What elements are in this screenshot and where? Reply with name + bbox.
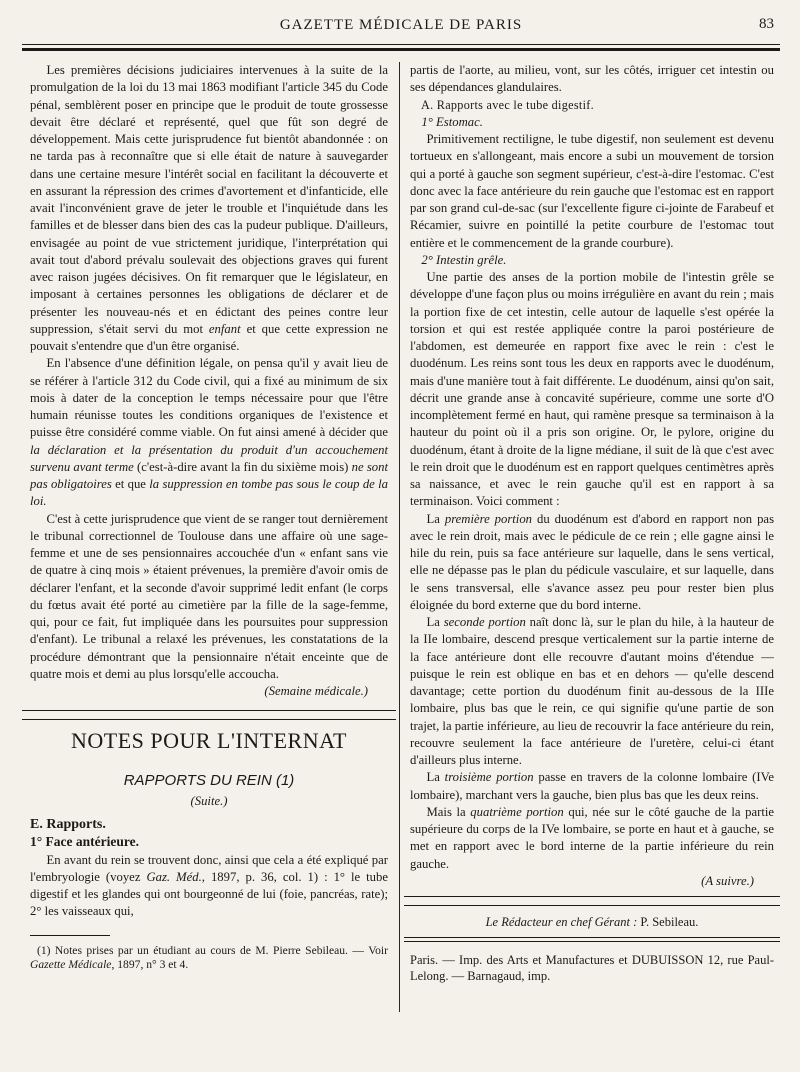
to-follow-note: (A suivre.): [701, 873, 754, 888]
paragraph: En avant du rein se trouvent donc, ainsi que cela a été expliqué par l'embryologie (voyez Gaz. Méd., 1897, p. 36, col. 1) : 1° le tube digestif et les glandes qui ont bourgeonné de lui (foie, pancréas, rate); 2° les vaisseaux qui,: [30, 852, 388, 919]
paragraph: Les premières décisions judiciaires intervenues à la suite de la promulgation de la loi du 13 mai 1863 modifiant l'article 345 du Code pénal, semblèrent poser en principe que le produit de toute grossesse devait être déclaré et représenté, quel que fût son degré de développement. Mais cette jurisprudence fut bientôt abandonnée : on ne tarda pas à reconnaître que si elle était de nature à sauvegarder dans une certaine mesure l'intérêt social en facilitant la découverte et en assurant la répression des crimes d'avortement et d'infanticide, elle avait l'inconvénient grave de jeter le trouble et l'inquiétude dans les familles et de blesser dans bien des cas la pudeur publique. D'ailleurs, envisagée au point de vue strictement juridique, l'interprétation qui avait tout d'abord prévalu soulevait des objections graves qui furent avec raison jugées décisives. On fit remarquer que le législateur, en imposant à certaines personnes les obligations de déclarer et de présenter les nouveau-nés et en édictant des peines contre leur suppression, s'était servi du mot enfant et que cette expression ne pouvait s'entendre que d'un être organisé.: [30, 63, 388, 353]
column-divider: [399, 62, 400, 1012]
page-header: [22, 14, 780, 36]
subsection-heading: 1° Estomac.: [421, 114, 483, 129]
header-rule-bottom: [22, 48, 780, 51]
paragraph: Une partie des anses de la portion mobile de l'intestin grêle se développe d'une façon plus ou moins irrégulière en avant du rein ; mais la portion fixe de cet intestin, celle autour de laquelle s'est opérée la torsion et qui est restée appliquée contre la paroi postérieure de l'abdomen, est demeurée en rapport fixe avec le rein : c'est le duodénum. Les reins sont tous les deux en rapports avec le duodénum, mais d'une manière tout à fait différente. Le duodénum, ainsi qu'on sait, décrit une grande anse à concavité supérieure, comme une sorte d'O incomplètement fermé en haut, qui ramène presque sa terminaison à la hauteur du point où il a pris son origine. Or, le pylore, origine du duodénum, étant à droite de la ligne médiane, il suit de là que c'est avec le rein droit que le duodénum est en rapport quelques centimètres après sa naissance, et avec le rein gauche qu'il est en rapport à sa terminaison. Voici comment :: [410, 270, 774, 509]
editor-line: Le Rédacteur en chef Gérant : P. Sebileau.: [485, 915, 699, 929]
section-heading: E. Rapports.: [30, 817, 106, 832]
paragraph: Primitivement rectiligne, le tube digestif, non seulement est devenu tortueux en s'allongeant, mais encore a subi un mouvement de torsion qui a porté à gauche son segment supérieur, c'est-à-dire l'estomac. C'est donc avec la face antérieure du rein gauche que l'estomac est en rapport par son grand cul-de-sac (sur l'excellente figure ci-jointe de Farabeuf et Récamier, suivre en pointillé la petite courbure de l'estomac tout entière et le commencement de la grande courbure).: [410, 132, 774, 250]
section-heading: A. Rapports avec le tube digestif.: [420, 97, 594, 112]
section-separator: [22, 710, 396, 720]
subsection-heading: 2° Intestin grêle.: [421, 252, 507, 267]
journal-title: GAZETTE MÉDICALE DE PARIS: [279, 17, 523, 33]
footnote: (1) Notes prises par un étudiant au cours de M. Pierre Sebileau. — Voir Gazette Médicale, 1897, n° 3 et 4.: [30, 943, 388, 971]
article-subtitle: (Suite.): [190, 793, 228, 808]
source-citation: (Semaine médicale.): [264, 684, 368, 698]
paragraph: Mais la quatrième portion qui, née sur le côté gauche de la partie supérieure du corps de la IVe lombaire, se porte en haut et à gauche, se met en rapport avec le bord interne de la partie inférieure du rein gauche.: [410, 804, 775, 871]
section-separator: [404, 896, 780, 906]
paragraph: La troisième portion passe en travers de la colonne lombaire (IVe lombaire), marchant vers la gauche, bien plus bas que les deux reins.: [410, 770, 774, 802]
subsection-heading: 1° Face antérieure.: [30, 834, 139, 850]
header-rule-top: [22, 44, 780, 45]
paragraph: partis de l'aorte, au milieu, vont, sur les côtés, irriguer cet intestin ou ses dépendances glandulaires.: [410, 63, 774, 95]
page-number: 83: [759, 16, 774, 32]
section-separator: [404, 937, 780, 942]
paragraph: La seconde portion naît donc là, sur le plan du hile, à la hauteur de la IIe lombaire, descend presque verticalement sur la partie interne de la face antérieure dont elle recouvre d'autant moins d'étendue — puisque le rein est oblique en bas et en dehors — qu'elle descend davantage; cette portion du duodénum finit au-dessous de la IIIe lombaire, plus bas que le rein, ce qui signifie qu'une partie de son trajet, la partie inférieure, au lieu de recouvrir la face antérieure du rein, recouvre seulement la face antérieure de l'uretère, celui-ci étant d'ailleurs plus interne.: [410, 615, 775, 767]
footnote-rule: [30, 935, 110, 936]
right-column: [410, 62, 774, 984]
left-column: [30, 62, 388, 973]
paragraph: En l'absence d'une définition légale, on pensa qu'il y avait lieu de se référer à l'article 312 du Code civil, qui a fixé au minimum de six mois à dater de la conception le temps nécessaire pour que l'être humain réunisse toutes les conditions organiques de l'existence et puisse être considéré comme viable. On fut ainsi amené à décider que la déclaration et la présentation du produit d'un accouchement survenu avant terme (c'est-à-dire avant la fin du sixième mois) ne sont pas obligatoires et que la suppression en tombe pas sous le coup de la loi.: [30, 356, 389, 509]
imprint: Paris. — Imp. des Arts et Manufactures et DUBUISSON 12, rue Paul-Lelong. — Barnagaud, imp.: [410, 953, 774, 984]
article-title: RAPPORTS DU REIN (1): [123, 771, 295, 789]
notes-heading: NOTES POUR L'INTERNAT: [70, 728, 347, 754]
paragraph: C'est à cette jurisprudence que vient de se ranger tout dernièrement le tribunal correctionnel de Toulouse dans une affaire où une sage-femme et une de ses pensionnaires accouchée d'un « enfant sans vie de quatre à cinq mois » étaient prévenues, la première d'avoir omis de déclarer l'enfant, et la seconde d'avoir supprimé ledit enfant (le corps du fœtus avait été porté au cimetière par la fille de la sage-femme, qui, pour ce fait, fut impliquée dans les poursuites pour suppression d'enfant). Le tribunal a relaxé les prévenues, les constatations de la procédure démontrant que la pensionnaire n'était enceinte que de quatre mois et demi au plus lorsqu'elle accoucha.: [30, 511, 388, 681]
paragraph: La première portion du duodénum est d'abord en rapport non pas avec le rein droit, mais avec le pédicule de ce rein ; elle gagne ainsi le hile du rein, puis sa face antérieure sur laquelle, dans le sens vertical, elle ne dépasse pas le plan du pédicule vasculaire, et sur laquelle, dans le sens transversal, elle s'avance assez peu pour rester bien plus éloignée du bord externe que du bord interne.: [410, 511, 775, 612]
